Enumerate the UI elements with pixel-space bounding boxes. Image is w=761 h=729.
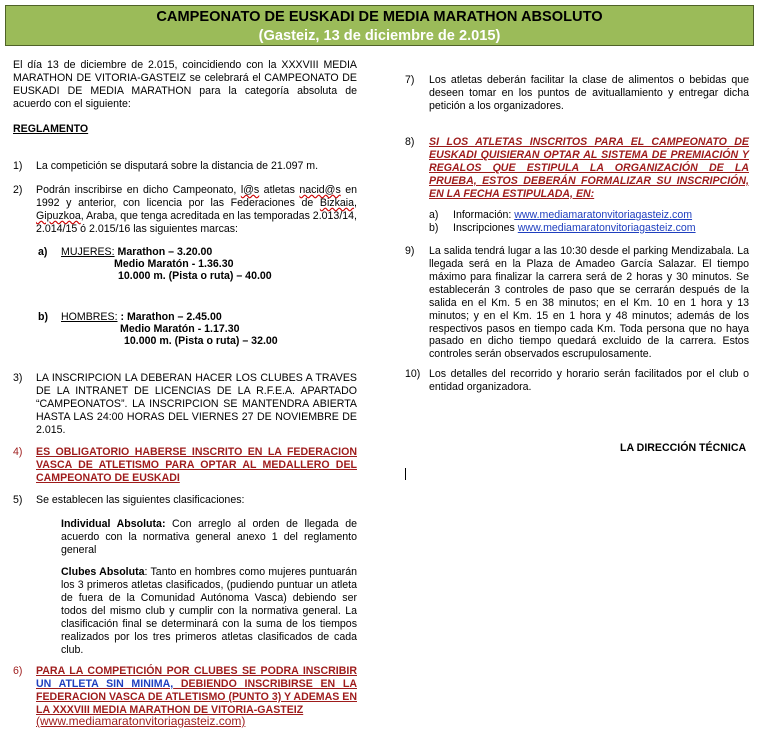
insc-line bbox=[453, 222, 696, 235]
document-subtitle: (Gasteiz, 13 de diciembre de 2.015) bbox=[258, 27, 501, 44]
item-5-text: Se establecen las siguientes clasificaciones: bbox=[36, 494, 245, 506]
insc-label: Inscripciones bbox=[453, 222, 518, 234]
signature: LA DIRECCIÓN TÉCNICA bbox=[620, 442, 747, 454]
item-2-word: Bizkaia bbox=[319, 196, 355, 209]
item-7-text: Los atletas deberán facilitar la clase de alimentos o bebidas que deseen tomar en los puntos de avituallamiento y entregar dicha petición a los organizadores. bbox=[429, 74, 749, 112]
mujeres-medio: Medio Maratón - 1.36.30 bbox=[114, 258, 234, 270]
item-6-link[interactable]: (www.mediamaratonvitoriagasteiz.com) bbox=[36, 714, 246, 728]
info-label: Información: bbox=[453, 209, 515, 221]
item-2-word: Gipuzkoa bbox=[36, 209, 81, 222]
item-2-word: nacid@s bbox=[299, 184, 341, 196]
item-7-number: 7) bbox=[405, 74, 415, 86]
item-8-text: SI LOS ATLETAS INSCRITOS PARA EL CAMPEONATO DE EUSKADI QUISIERAN OPTAR AL SISTEMA DE PREMIACIÓN Y REGALOS QUE ESTIPULA LA ORGANIZACIÓN DE LA PRUEBA, ESTOS DEBERÁN FORMALIZAR SU INSCRIPCIÓN, EN LA FECHA ESTIPULADA, EN: bbox=[429, 136, 749, 200]
hombres-label: HOMBRES: bbox=[61, 311, 118, 323]
left-column bbox=[13, 59, 357, 111]
item-6-highlight: UN ATLETA SIN MINIMA, bbox=[36, 677, 174, 690]
clubes-label: Clubes Absoluta bbox=[61, 566, 145, 578]
hombres-letter: b) bbox=[38, 311, 48, 323]
intro-paragraph: El día 13 de diciembre de 2.015, coincidiendo con la XXXVIII MEDIA MARATHON DE VITORIA-GASTEIZ se celebrará el CAMPEONATO DE EUSKADI DE MEDIA MARATHON para la categoría absoluta de acuerdo con el siguiente: bbox=[13, 59, 357, 110]
item-2-part: Podrán inscribirse en dicho Campeonato, bbox=[36, 184, 241, 196]
item-6-number: 6) bbox=[13, 665, 23, 677]
insc-link[interactable]: www.mediamaratonvitoriagasteiz.com bbox=[517, 222, 696, 234]
item-8-number: 8) bbox=[405, 136, 415, 148]
individual-label: Individual Absoluta: bbox=[61, 518, 166, 530]
item-9-number: 9) bbox=[405, 245, 415, 257]
info-link[interactable]: www.mediamaratonvitoriagasteiz.com bbox=[514, 209, 693, 221]
item-3-number: 3) bbox=[13, 372, 23, 384]
item-6-part: PARA LA COMPETICIÓN POR CLUBES SE PODRA INSCRIBIR bbox=[36, 665, 357, 677]
item-2-text bbox=[36, 184, 357, 236]
item-6-text bbox=[36, 665, 357, 717]
item-2-part: , bbox=[354, 196, 357, 209]
item-2-part: , Araba, que tenga acreditada en las temporadas 2.013/14, 2.014/15 ó 2.015/16 las siguientes marcas: bbox=[36, 209, 357, 235]
info-line bbox=[453, 209, 692, 222]
hombres-medio: Medio Maratón - 1.17.30 bbox=[120, 323, 240, 335]
item-5-number: 5) bbox=[13, 494, 23, 506]
item-1-text: La competición se disputará sobre la distancia de 21.097 m. bbox=[36, 160, 319, 172]
insc-letter: b) bbox=[429, 222, 439, 234]
document-title: CAMPEONATO DE EUSKADI DE MEDIA MARATHON ABSOLUTO bbox=[156, 9, 603, 25]
item-3-text: LA INSCRIPCION LA DEBERAN HACER LOS CLUBES A TRAVES DE LA INTRANET DE LICENCIAS DE LA R.F.E.A. APARTADO “CAMPEONATOS”. LA INSCRIPCION SE MANTENDRA ABIERTA HASTA LAS 24:00 HORAS DEL VIERNES 27 DE NOVIEMBRE DE 2.015. bbox=[36, 372, 357, 436]
item-2-part: en 1992 y anterior, con licencia por las Federaciones de bbox=[36, 184, 357, 209]
mujeres-letter: a) bbox=[38, 246, 48, 258]
item-6-part: DEBIENDO INSCRIBIRSE EN LA FEDERACION VASCA DE ATLETISMO (PUNTO 3) Y ADEMAS EN LA XXXVIII MEDIA MARATHON DE VITORIA-GASTEIZ bbox=[36, 677, 357, 716]
reglamento-heading: REGLAMENTO bbox=[13, 123, 89, 135]
clubes-absoluta bbox=[61, 566, 357, 656]
item-2-word: l@s bbox=[240, 184, 260, 196]
mujeres-10000: 10.000 m. (Pista o ruta) – 40.00 bbox=[118, 270, 272, 282]
clubes-text: : Tanto en hombres como mujeres puntuarán los 3 primeros atletas clasificados, (pudiendo puntuar un atleta de fuera de la Comunidad Autónoma Vasca) debiendo ser todos del mismo club y cumplir con la normativa general. La clasificación final se determinará con la suma de los tiempos realizados por los tres primeros atletas clasificados de cada club. bbox=[61, 566, 357, 656]
document-title-banner bbox=[5, 5, 754, 46]
hombres-10000: 10.000 m. (Pista o ruta) – 32.00 bbox=[124, 335, 278, 347]
item-10-text: Los detalles del recorrido y horario serán facilitados por el club o entidad organizadora. bbox=[429, 368, 749, 393]
item-2-part: atletas bbox=[259, 184, 300, 196]
item-4-number: 4) bbox=[13, 446, 23, 458]
item-2-number: 2) bbox=[13, 184, 23, 196]
item-9-text: La salida tendrá lugar a las 10:30 desde el parking Mendizabala. La llegada será en la Plaza de Amadeo García Salazar. El tiempo máximo para finalizar la carrera será de 2 horas y 30 minutos. Se establecerán 3 controles de paso que se cerrarán después de la salida en el Km. 5 en 38 minutos; en el Km. 10 en 1 hora y 13 minutos; y en el Km. 15 en 1 hora y 48 minutos; además de los respectivos pasos en tiempo cada Km. Toda persona que no haya pasado en dicho tiempo quedará excluido de la carrera. Estos controles serán observados escrupulosamente. bbox=[429, 245, 749, 361]
text-cursor bbox=[405, 468, 406, 480]
mujeres-line bbox=[61, 246, 212, 259]
item-4-text: ES OBLIGATORIO HABERSE INSCRITO EN LA FEDERACION VASCA DE ATLETISMO PARA OPTAR AL MEDALLERO DEL CAMPEONATO DE EUSKADI bbox=[36, 446, 357, 484]
item-1-number: 1) bbox=[13, 160, 23, 172]
info-letter: a) bbox=[429, 209, 439, 221]
mujeres-marathon: Marathon – 3.20.00 bbox=[117, 246, 213, 258]
mujeres-label: MUJERES: bbox=[61, 246, 115, 258]
hombres-line bbox=[61, 311, 222, 324]
hombres-marathon: : Marathon – 2.45.00 bbox=[120, 311, 222, 323]
item-10-number: 10) bbox=[405, 368, 421, 380]
individual-absoluta bbox=[61, 518, 357, 557]
individual-text: Con arreglo al orden de llegada de acuerdo con la normativa general anexo 1 del reglamento general bbox=[61, 518, 358, 556]
